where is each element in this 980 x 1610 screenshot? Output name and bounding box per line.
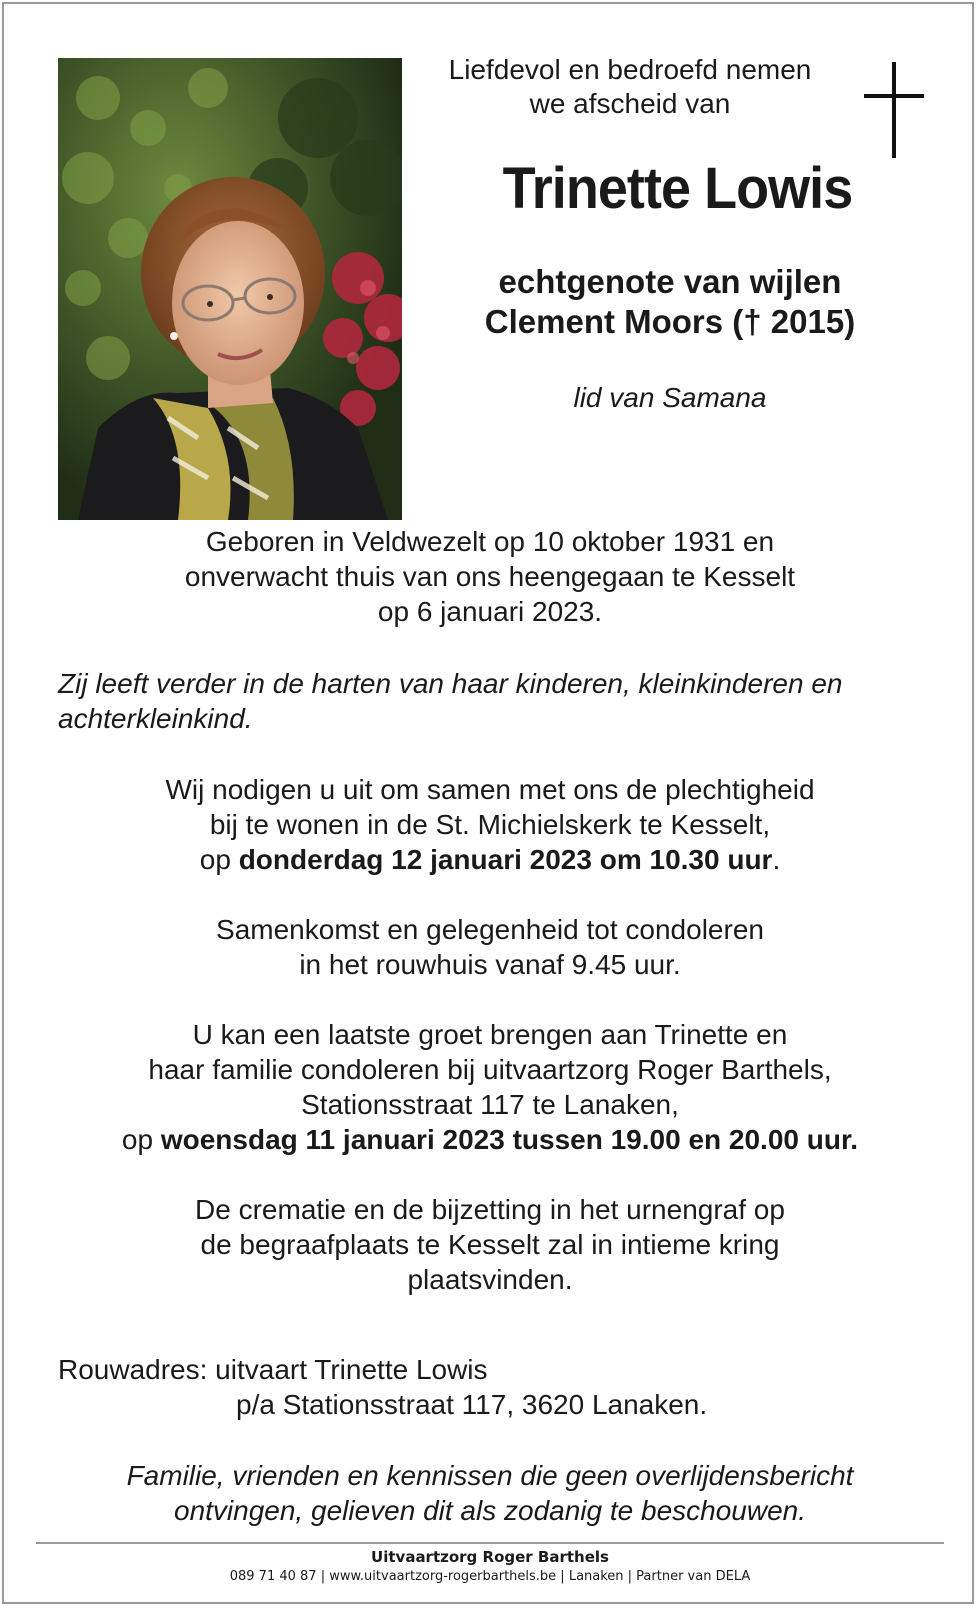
birth-death-line-1: Geboren in Veldwezelt op 10 oktober 1931 en bbox=[205, 526, 775, 557]
ceremony-line-1: Wij nodigen u uit om samen met ons de plechtigheid bbox=[165, 774, 815, 805]
portrait-photo bbox=[58, 58, 402, 520]
notice-block bbox=[40, 1458, 940, 1528]
farewell-line-4 bbox=[40, 1122, 940, 1157]
cremation-line-3: plaatsvinden. bbox=[407, 1264, 573, 1295]
ceremony-suffix: . bbox=[772, 844, 781, 875]
footer-divider bbox=[36, 1542, 944, 1544]
notice-line-1: Familie, vrienden en kennissen die geen overlijdensbericht bbox=[126, 1460, 854, 1491]
remembrance-line-1: Zij leeft verder in de harten van haar kinderen, kleinkinderen en bbox=[58, 668, 843, 699]
intro-line-1: Liefdevol en bedroefd nemen bbox=[448, 54, 812, 85]
mourning-address-line-2: p/a Stationsstraat 117, 3620 Lanaken. bbox=[236, 1389, 708, 1420]
gathering-line-2: in het rouwhuis vanaf 9.45 uur. bbox=[299, 949, 681, 980]
spouse-info bbox=[430, 262, 910, 342]
birth-death-block bbox=[40, 524, 940, 629]
intro-line-2: we afscheid van bbox=[529, 88, 731, 119]
farewell-block bbox=[40, 1017, 940, 1157]
birth-death-line-3: op 6 januari 2023. bbox=[377, 596, 603, 627]
ceremony-datetime: donderdag 12 januari 2023 om 10.30 uur bbox=[238, 844, 773, 875]
farewell-line-3: Stationsstraat 117 te Lanaken, bbox=[301, 1089, 679, 1120]
gathering-line-1: Samenkomst en gelegenheid tot condoleren bbox=[216, 914, 764, 945]
ceremony-prefix: op bbox=[199, 844, 239, 875]
farewell-line-2: haar familie condoleren bij uitvaartzorg Roger Barthels, bbox=[148, 1054, 832, 1085]
cross-icon bbox=[864, 62, 924, 158]
funeral-home-name: Uitvaartzorg Roger Barthels bbox=[371, 1548, 609, 1566]
ceremony-line-3 bbox=[40, 842, 940, 877]
cremation-line-1: De crematie en de bijzetting in het urnengraf op bbox=[195, 1194, 785, 1225]
birth-death-line-2: onverwacht thuis van ons heengegaan te Kesselt bbox=[184, 561, 796, 592]
cremation-block bbox=[40, 1192, 940, 1297]
farewell-datetime: woensdag 11 januari 2023 tussen 19.00 en 20.00 uur. bbox=[160, 1124, 859, 1155]
farewell-prefix: op bbox=[121, 1124, 161, 1155]
mourning-address-line-1: Rouwadres: uitvaart Trinette Lowis bbox=[58, 1354, 488, 1385]
ceremony-line-2: bij te wonen in de St. Michielskerk te Kesselt, bbox=[209, 809, 771, 840]
ceremony-block bbox=[40, 772, 940, 877]
cremation-line-2: de begraafplaats te Kesselt zal in intieme kring bbox=[200, 1229, 780, 1260]
spouse-line-1: echtgenote van wijlen bbox=[498, 263, 842, 300]
remembrance-line-2: achterkleinkind. bbox=[58, 703, 253, 734]
gathering-block bbox=[40, 912, 940, 982]
funeral-home-contact: 089 71 40 87 | www.uitvaartzorg-rogerbarthels.be | Lanaken | Partner van DELA bbox=[229, 1569, 751, 1584]
notice-line-2: ontvingen, gelieven dit als zodanig te beschouwen. bbox=[174, 1495, 806, 1526]
remembrance-block bbox=[58, 666, 938, 736]
membership: lid van Samana bbox=[573, 382, 767, 413]
deceased-name: Trinette Lowis bbox=[502, 156, 853, 221]
farewell-line-1: U kan een laatste groet brengen aan Trinette en bbox=[192, 1019, 788, 1050]
spouse-line-2: Clement Moors († 2015) bbox=[484, 303, 856, 340]
